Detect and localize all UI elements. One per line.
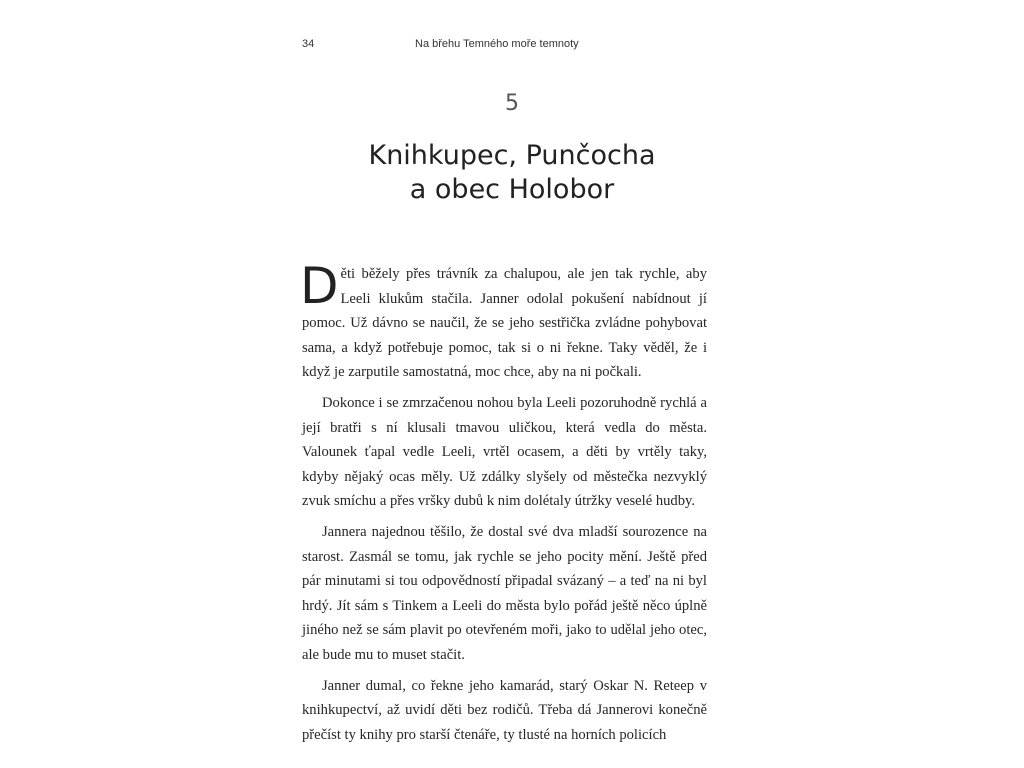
paragraph-2: Dokonce i se zmrzačenou nohou byla Leeli pozoruhodně rychlá a její bratři s ní klusali tmavou uličkou, která vedla do města. Valounek ťapal vedle Leeli, vrtěl ocasem, a děti by vrtěly taky, kdyby nějaký ocas měly. Už zdálky slyšely od městečka nezvyklý zvuk smíchu a přes vršky dubů k nim dolétaly útržky veselé hudby. — [302, 394, 707, 510]
running-head — [302, 38, 722, 54]
body-text — [300, 257, 707, 753]
chapter-number: 5 — [505, 91, 519, 116]
paragraph-1 — [300, 257, 707, 385]
book-title: Na břehu Temného moře temnoty — [415, 38, 579, 50]
chapter-title-line-1: Knihkupec, Punčocha — [368, 140, 656, 171]
chapter-title — [0, 139, 1024, 207]
chapter-title-line-2: a obec Holobor — [409, 174, 615, 205]
drop-cap: D — [300, 257, 339, 315]
paragraph-3: Jannera najednou těšilo, že dostal své dva mladší sourozence na starost. Zasmál se tomu, jak rychle se jeho pocity mění. Ještě před pár minutami si tou odpovědností připadal svázaný – a teď na ni byl hrdý. Jít sám s Tinkem a Leeli do města bylo pořád ještě něco úplně jiného než se sám plavit po otevřeném moři, jako to udělal jeho otec, ale bude mu to muset stačit. — [302, 523, 707, 663]
page-number: 34 — [302, 38, 315, 50]
paragraph-4: Janner dumal, co řekne jeho kamarád, starý Oskar N. Reteep v knihkupectví, až uvidí děti bez rodičů. Třeba dá Jannerovi konečně přečíst ty knihy pro starší čtenáře, ty tlusté na horních policích — [302, 677, 707, 743]
paragraph-1-text: ěti běžely přes trávník za chalupou, ale jen tak rychle, aby Leeli klukům stačila. Janner odolal pokušení nabídnout jí pomoc. Už dávno se naučil, že se jeho sestřička zvládne pohybovat sama, a když potřebuje pomoc, tak si o ni řekne. Taky věděl, že i když je zarputile samostatná, moc chce, aby na ni počkali. — [302, 266, 707, 381]
